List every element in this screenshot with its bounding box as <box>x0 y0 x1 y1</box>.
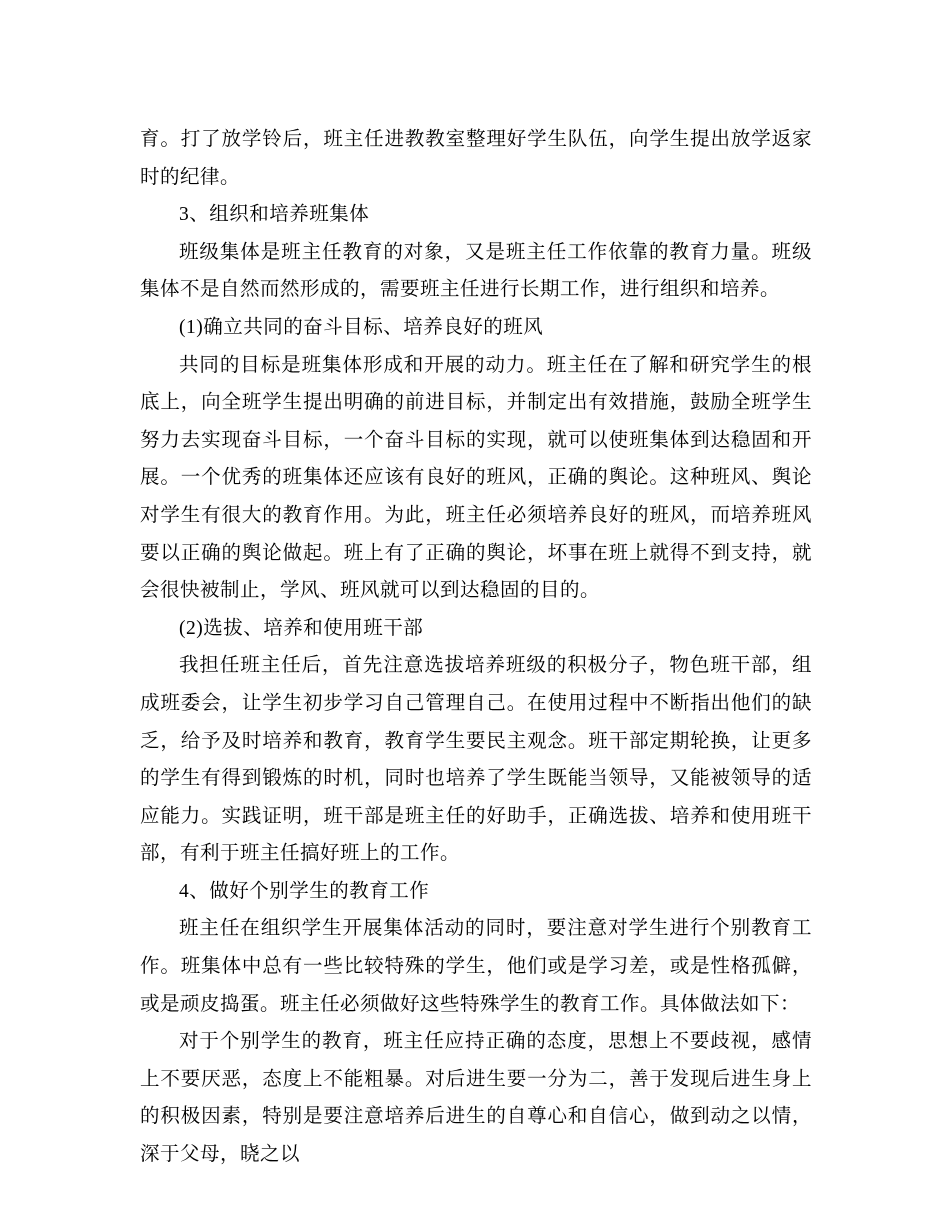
paragraph: 对于个别学生的教育，班主任应持正确的态度，思想上不要歧视，感情上不要厌恶，态度上不能粗暴。对后进生要一分为二，善于发现后进生身上的积极因素，特别是要注意培养后进生的自尊心和自信心，做到动之以情，深于父母，晓之以 <box>140 1031 812 1166</box>
heading-section-4: 4、做好个别学生的教育工作 <box>179 880 430 902</box>
paragraph: 班级集体是班主任教育的对象，又是班主任工作依靠的教育力量。班级集体不是自然而然形成的，需要班主任进行长期工作，进行组织和培养。 <box>140 241 812 301</box>
paragraph: 班主任在组织学生开展集体活动的同时，要注意对学生进行个别教育工作。班集体中总有一些比较特殊的学生，他们或是学习差，或是性格孤僻，或是顽皮捣蛋。班主任必须做好这些特殊学生的教育工作。具体做法如下： <box>140 918 812 1015</box>
heading-subsection-2: (2)选拔、培养和使用班干部 <box>179 617 424 639</box>
paragraph: 共同的目标是班集体形成和开展的动力。班主任在了解和研究学生的根底上，向全班学生提出明确的前进目标，并制定出有效措施，鼓励全班学生努力去实现奋斗目标，一个奋斗目标的实现，就可以使班集体到达稳固和开展。一个优秀的班集体还应该有良好的班风，正确的舆论。这种班风、舆论对学生有很大的教育作用。为此，班主任必须培养良好的班风，而培养班风要以正确的舆论做起。班上有了正确的舆论，坏事在班上就得不到支持，就会很快被制止，学风、班风就可以到达稳固的目的。 <box>140 354 812 602</box>
heading-section-3: 3、组织和培养班集体 <box>179 204 370 226</box>
paragraph: 我担任班主任后，首先注意选拔培养班级的积极分子，物色班干部，组成班委会，让学生初步学习自己管理自己。在使用过程中不断指出他们的缺乏，给予及时培养和教育，教育学生要民主观念。班干部定期轮换，让更多的学生有得到锻炼的时机，同时也培养了学生既能当领导，又能被领导的适应能力。实践证明，班干部是班主任的好助手，正确选拔、培养和使用班干部，有利于班主任搞好班上的工作。 <box>140 655 812 865</box>
heading-subsection-1: (1)确立共同的奋斗目标、培养良好的班风 <box>179 316 544 338</box>
paragraph-continuation: 育。打了放学铃后，班主任进教教室整理好学生队伍，向学生提出放学返家时的纪律。 <box>140 129 812 188</box>
